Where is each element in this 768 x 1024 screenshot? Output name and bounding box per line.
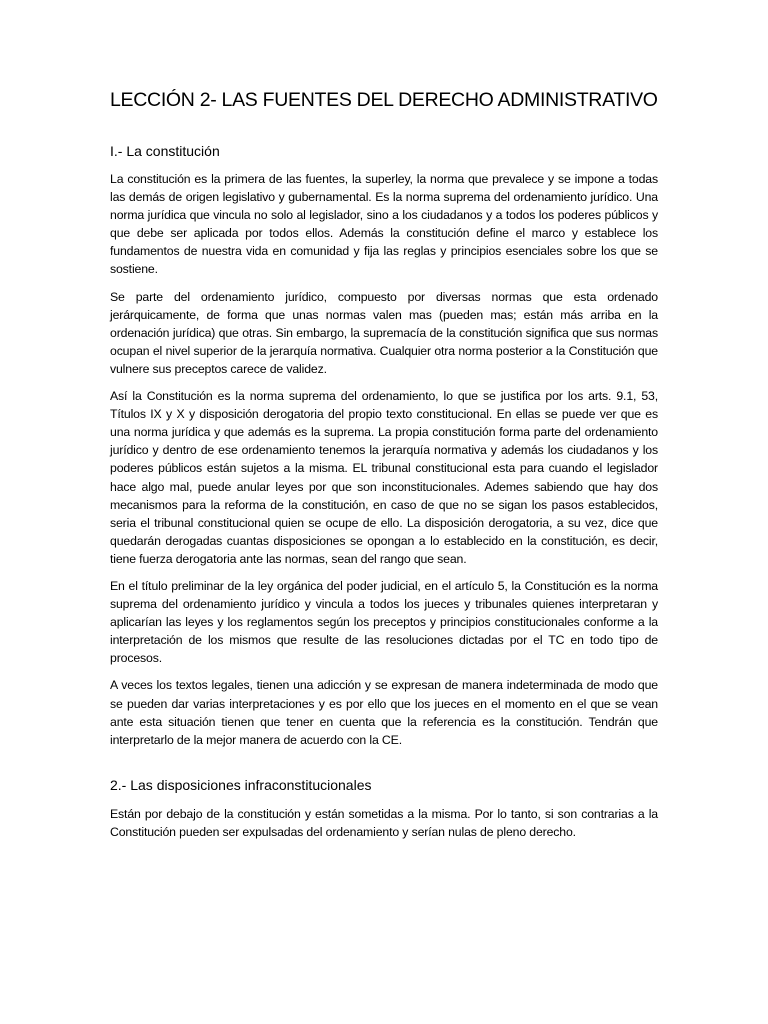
paragraph: La constitución es la primera de las fuentes, la superley, la norma que prevalece y se impone a todas las demás de origen legislativo y gubernamental. Es la norma suprema del ordenamiento jurídico. Una norma jurídica que vincula no solo al legislador, sino a los ciudadanos y a todos los poderes públicos y que debe ser aplicada por todos ellos. Además la constitución define el marco y establece los fundamentos de nuestra vida en comunidad y fija las reglas y principios esenciales sobre los que se sostiene. [110,172,658,277]
paragraph: A veces los textos legales, tienen una adicción y se expresan de manera indeterminada de modo que se pueden dar varias interpretaciones y es por ello que los jueces en el momento en el que se vean ante esta situación tienen que tener en cuenta que la referencia es la constitución. Tendrán que interpretarlo de la mejor manera de acuerdo con la CE. [110,678,658,747]
paragraph: Se parte del ordenamiento jurídico, compuesto por diversas normas que esta ordenado jerárquicamente, de forma que unas normas valen mas (pueden mas; están más arriba en la ordenación jurídica) que otras. Sin embargo, la supremacía de la constitución significa que sus normas ocupan el nivel superior de la jerarquía normativa. Cualquier otra norma posterior a la Constitución que vulnere sus preceptos carece de validez. [110,289,658,376]
paragraph: Están por debajo de la constitución y están sometidas a la misma. Por lo tanto, si son contrarias a la Constitución pueden ser expulsadas del ordenamiento y serían nulas de pleno derecho. [110,806,658,839]
document-content [110,85,658,850]
section-heading-constitution: I.- La constitución [110,143,220,159]
document-title: LECCIÓN 2- LAS FUENTES DEL DERECHO ADMINISTRATIVO [110,89,658,111]
paragraph: En el título preliminar de la ley orgánica del poder judicial, en el artículo 5, la Constitución es la norma suprema del ordenamiento jurídico y vincula a todos los jueces y tribunales quienes interpretaran y aplicarían las leyes y los reglamentos según los preceptos y principios constitucionales conforme a la interpretación de los mismos que resulte de las resoluciones dictadas por el TC en todo tipo de procesos. [110,578,658,666]
paragraph: Así la Constitución es la norma suprema del ordenamiento, lo que se justifica por los arts. 9.1, 53, Títulos IX y X y disposición derogatoria del propio texto constitucional. En ellas se puede ver que es una norma jurídica y que además es la suprema. La propia constitución forma parte del ordenamiento jurídico y dentro de ese ordenamiento tenemos la jerarquía normativa y además los ciudadanos y los poderes públicos están sujetos a la misma. EL tribunal constitucional esta para cuando el legislador hace algo mal, puede anular leyes por que son inconstitucionales. Ademes sabiendo que hay dos mecanismos para la reforma de la constitución, en caso de que no se sigan los pasos establecidos, seria el tribunal constitucional quien se ocupe de ello. La disposición derogatoria, a su vez, dice que quedarán derogadas cuantas disposiciones se opongan a lo establecido en la constitución, es decir, tiene fuerza derogatoria ante las normas, sean del rango que sean. [110,389,658,566]
section-heading-infraconstitutional: 2.- Las disposiciones infraconstitucionales [110,776,372,793]
